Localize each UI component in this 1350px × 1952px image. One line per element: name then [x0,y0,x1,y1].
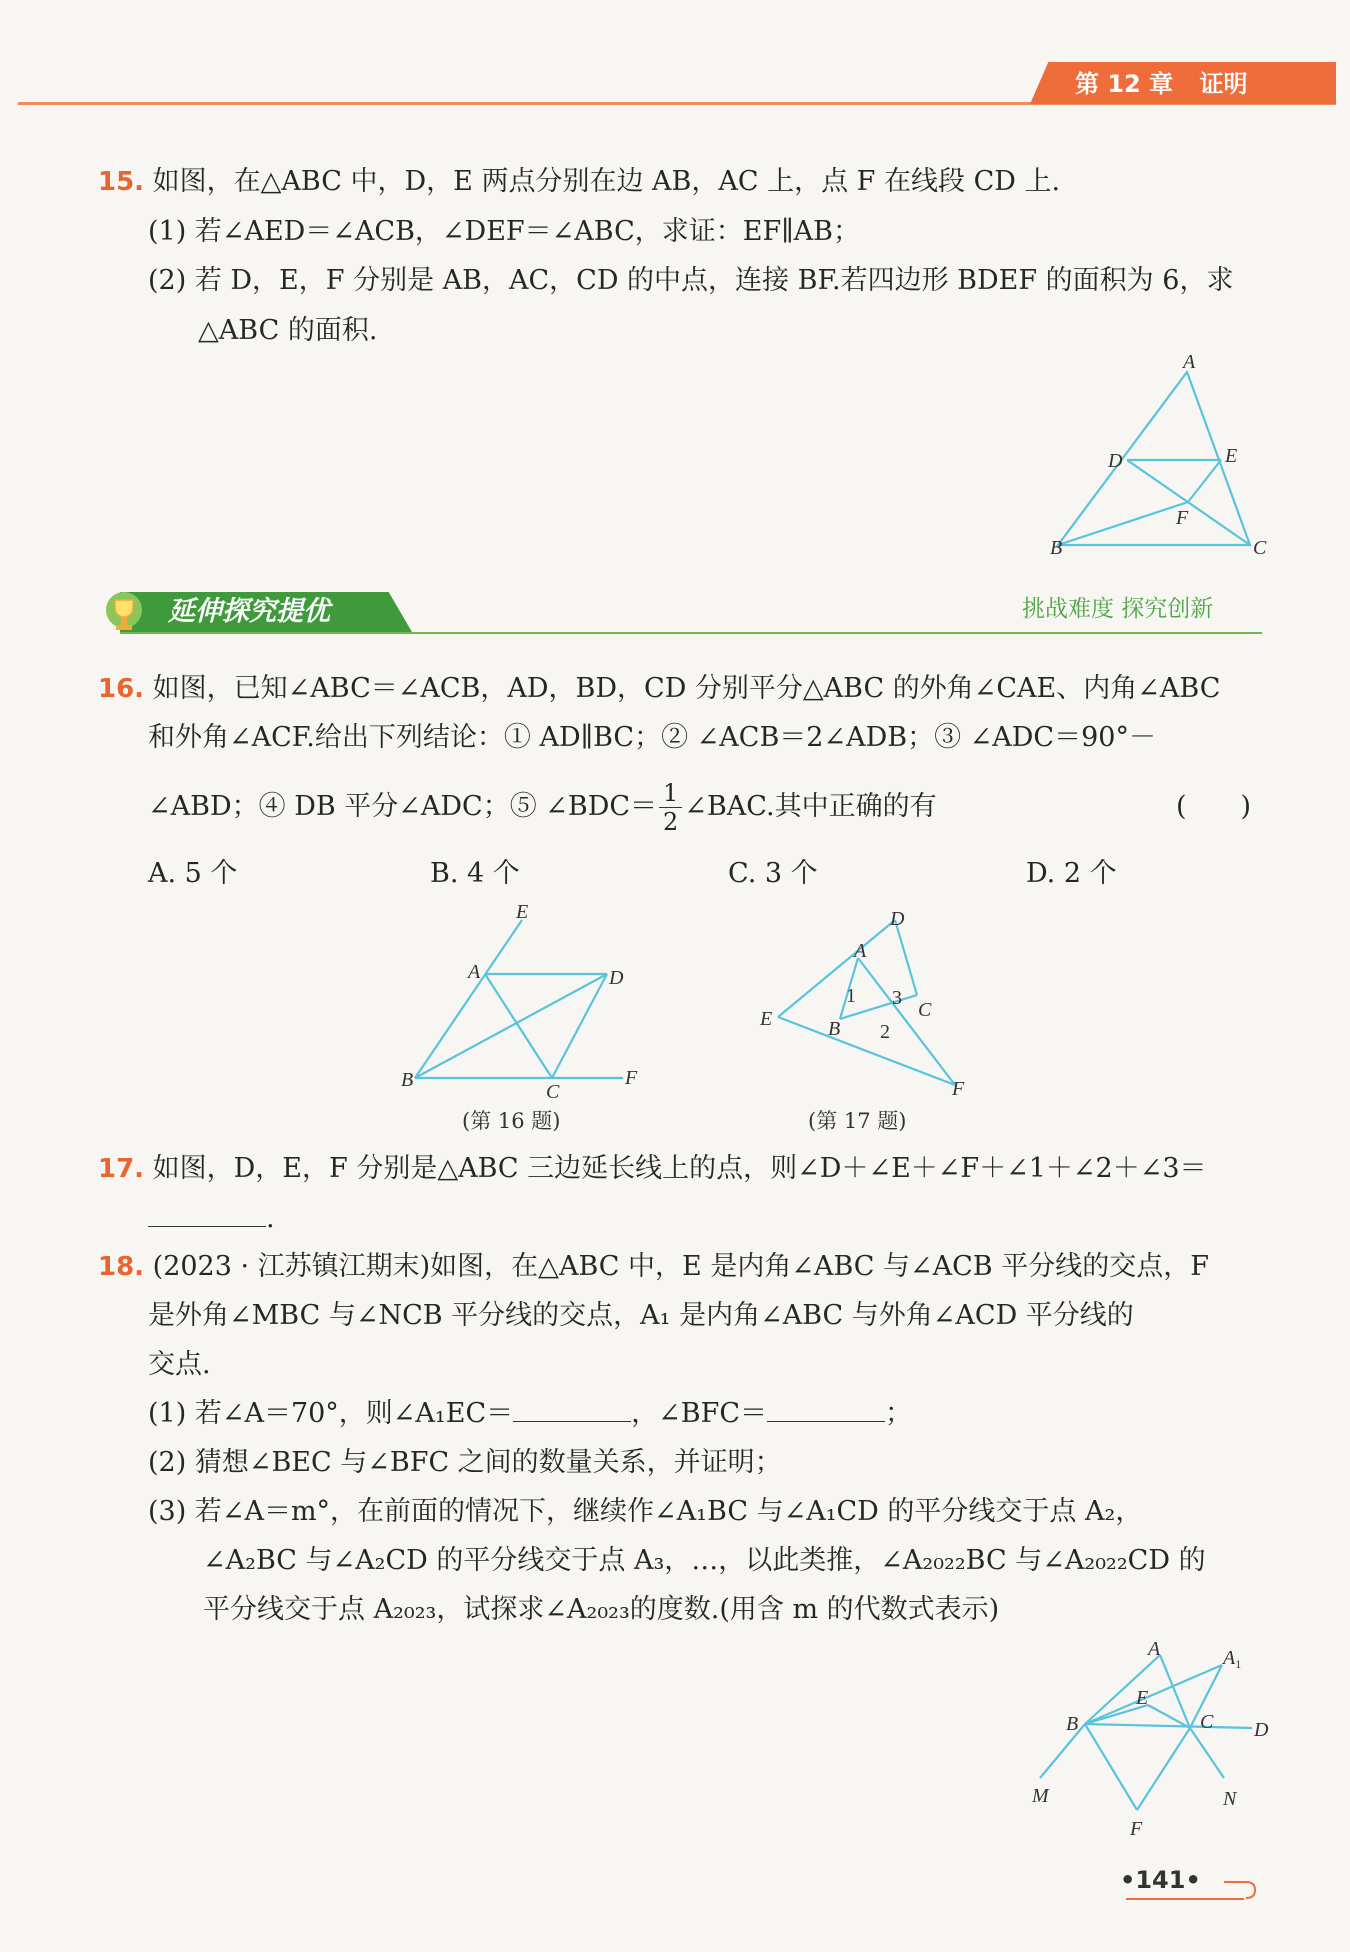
q18-label-b: B [1066,1713,1079,1735]
fraction-denominator: 2 [663,808,679,836]
q15-label-d: D [1108,450,1123,472]
q17-figure [750,905,980,1100]
q18-figure [1020,1640,1280,1850]
q15-segment-dc [1127,460,1250,545]
q16-label-d: D [609,967,624,989]
q17-segment-ed [778,920,895,1017]
q18-segment-bm [1040,1724,1085,1778]
q18-segment-ce [1148,1705,1190,1728]
q18-part3-line3: 平分线交于点 A₂₀₂₃，试探求∠A₂₀₂₃的度数.(用含 m 的代数式表示) [203,1594,1000,1625]
q18-blank-2[interactable] [767,1397,885,1422]
q17-line2 [148,1200,275,1238]
q18-label-d: D [1254,1719,1269,1741]
q18-number: 18. [98,1252,145,1282]
section-rule [120,632,1262,634]
q18-label-a: A [1148,1640,1161,1660]
q18-part2: (2) 猜想∠BEC 与∠BFC 之间的数量关系，并证明； [148,1447,782,1478]
q16-number: 16. [98,674,145,704]
page-curl-icon [1222,1874,1258,1902]
q17-line1-text: 如图，D，E，F 分别是△ABC 三边延长线上的点，则∠D＋∠E＋∠F＋∠1＋∠2＋∠3＝ [152,1153,1207,1184]
q15-label-e: E [1225,445,1238,467]
section-subtitle: 挑战难度 探究创新 [1022,596,1214,622]
q15-segment-bf [1058,502,1188,545]
q18-segment-cf [1137,1728,1190,1810]
q18-segment-bf [1085,1724,1137,1810]
fraction-one-half [659,779,682,836]
q18-part3-line2: ∠A₂BC 与∠A₂CD 的平分线交于点 A₃，…，以此类推，∠A₂₀₂₂BC 与∠A₂₀₂₂CD 的 [203,1545,1206,1576]
q18-segment-bd [1085,1724,1252,1728]
q17-label-d: D [890,908,905,930]
q18-label-f: F [1130,1818,1143,1840]
q16-option-c[interactable]: C. 3 个 [728,858,818,889]
q17-label-1: 1 [846,985,856,1007]
q18-label-c: C [1200,1711,1214,1733]
q17-caption: (第 17 题) [808,1109,907,1133]
q18-blank-1[interactable] [513,1397,631,1422]
q17-label-e: E [760,1008,773,1030]
q16-label-c: C [546,1081,560,1100]
q16-figure [395,900,655,1100]
q16-option-a[interactable]: A. 5 个 [148,858,238,889]
q17-label-b: B [828,1018,841,1040]
q16-label-a: A [468,961,481,983]
q15-part2-line2: △ABC 的面积. [198,315,378,346]
q16-option-d[interactable]: D. 2 个 [1026,858,1117,889]
q15-label-f: F [1176,507,1189,529]
q16-line3 [148,776,937,838]
q15-figure [1040,350,1280,565]
q18-label-a1: $A_1$ [1223,1647,1242,1671]
q17-label-a: A [854,940,867,962]
q16-segment-be [415,920,522,1078]
q16-line2: 和外角∠ACF.给出下列结论：① AD∥BC；② ∠ACB＝2∠ADB；③ ∠ADC＝90°－ [148,722,1156,753]
q17-period: . [266,1203,275,1234]
q16-line1 [98,670,1220,708]
q16-line3-end: ∠BAC.其中正确的有 [684,791,937,822]
q17-answer-blank[interactable] [148,1202,266,1227]
q15-label-a: A [1183,351,1196,373]
q18-label-e: E [1136,1687,1149,1709]
fraction-numerator: 1 [659,779,682,808]
section-title: 延伸探究提优 [168,596,330,627]
q15-segment-ef [1188,460,1221,502]
q15-part1: (1) 若∠AED＝∠ACB，∠DEF＝∠ABC，求证：EF∥AB； [148,216,861,247]
trophy-icon [100,588,148,638]
q18-part3-line1: (3) 若∠A＝m°，在前面的情况下，继续作∠A₁BC 与∠A₁CD 的平分线交于点 A₂， [148,1496,1143,1527]
q17-label-f: F [952,1078,965,1100]
q18-segment-ac [1160,1655,1190,1728]
q18-part1 [148,1395,912,1433]
q17-label-3: 3 [892,987,902,1009]
q15-label-c: C [1253,537,1267,559]
q16-label-b: B [401,1069,414,1091]
q16-answer-paren: ( ) [1176,791,1252,822]
q16-segment-ac [485,974,552,1078]
q18-segment-cn [1190,1728,1224,1778]
q16-line1-text: 如图，已知∠ABC＝∠ACB，AD，BD，CD 分别平分△ABC 的外角∠CAE、内角∠ABC [152,673,1221,704]
q18-line1 [98,1248,1209,1286]
q17-segment-dc [895,920,917,995]
q18-line3: 交点. [148,1349,211,1380]
q15-label-b: B [1050,537,1063,559]
page-number: •141• [1120,1866,1201,1894]
q16-label-e: E [516,901,529,923]
q18-line2: 是外角∠MBC 与∠NCB 平分线的交点，A₁ 是内角∠ABC 与外角∠ACD 平分线的 [148,1300,1134,1331]
chapter-number: 第 12 章 [1075,70,1174,98]
chapter-title: 证明 [1199,70,1248,98]
q18-line1-text: (2023 · 江苏镇江期末)如图，在△ABC 中，E 是内角∠ABC 与∠ACB 平分线的交点，F [152,1251,1209,1282]
q16-line3-start: ∠ABD；④ DB 平分∠ADC；⑤ ∠BDC＝ [148,791,658,822]
q15-stem [98,163,1060,201]
q17-label-2: 2 [880,1021,890,1043]
q16-option-b[interactable]: B. 4 个 [430,858,520,889]
q18-label-m: M [1032,1785,1049,1807]
q17-label-c: C [918,999,932,1021]
q17-number: 17. [98,1154,145,1184]
q16-label-f: F [625,1067,638,1089]
q15-number: 15. [98,167,145,197]
q15-stem-text: 如图，在△ABC 中，D，E 两点分别在边 AB，AC 上，点 F 在线段 CD 上. [152,166,1061,197]
q16-segment-bd [415,974,607,1078]
chapter-label [1075,68,1247,100]
q17-line1 [98,1150,1207,1188]
q18-label-n: N [1223,1788,1237,1810]
section-banner [100,588,1262,638]
q15-part2-line1: (2) 若 D，E，F 分别是 AB，AC，CD 的中点，连接 BF.若四边形 BDEF 的面积为 6，求 [148,265,1234,296]
q18-part1-start: (1) 若∠A＝70°，则∠A₁EC＝ [148,1398,514,1429]
q16-caption: (第 16 题) [462,1109,561,1133]
q18-part1-mid: ，∠BFC＝ [631,1398,767,1429]
q18-part1-end: ； [884,1398,912,1429]
q15-triangle-abc [1058,372,1250,545]
